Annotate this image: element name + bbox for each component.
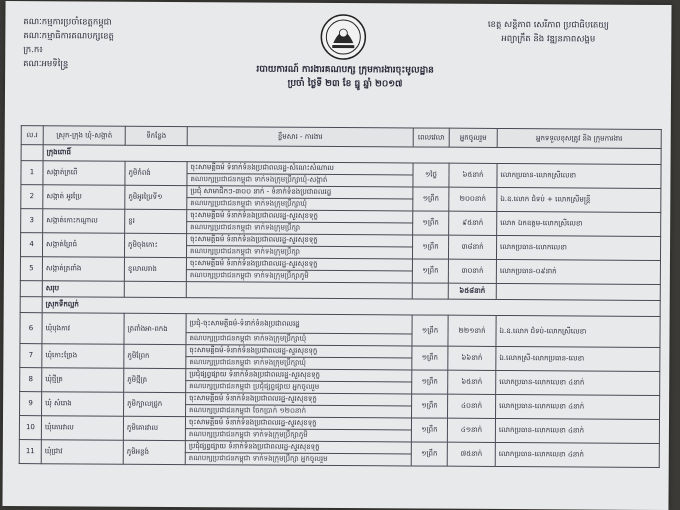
row-time: ១ព្រឹក [412, 370, 448, 394]
row-place: ភូមិអូរប្រៃទី១ [125, 185, 187, 209]
row-responsible: លោកប្រធាន-០៩នាក់ [496, 259, 660, 284]
row-name: ឃុំគោរវាល [41, 416, 123, 441]
row-name: ឃុំបុងកាវ [42, 313, 124, 345]
report-table [19, 125, 662, 468]
row-content: ចុះសាមគ្គីធម៌ ទំនាក់ទំនងប្រជាពលរដ្ឋ-សួរសុខទុក្ខ [186, 258, 412, 271]
row-people: ២០០នាក់ [449, 187, 497, 211]
row-no: 6 [20, 313, 42, 344]
row-content-2: គណបក្សប្រជាជនកម្ពុជា ទាក់ទងក្រុមប្រឹក្សាភូមិ [185, 429, 411, 442]
document-page [2, 1, 671, 510]
row-name: ឃុំកោះច្រែង [42, 344, 124, 369]
row-content: ចុះសាមគ្គីធម៌ ទំនាក់ទំនងប្រជាពលរដ្ឋ-សួរសុខទុក្ខ [186, 393, 412, 406]
row-time: ១ព្រឹក [412, 394, 448, 418]
row-no: 11 [19, 440, 41, 464]
row-responsible: ឯ.ឧ.លោក ជំទប់-លោកស្រីលេខា [496, 315, 660, 347]
row-content-2: គណបក្សប្រជាជនកម្ពុជា ចែកប្រាក់ ១២០នាក់ [186, 405, 412, 418]
row-content-2: គណបក្សប្រជាជនកម្ពុជា ទាក់ទងក្រុមប្រឹក្សាភូមិ [186, 270, 412, 283]
row-place: ភូមិអន្លង់ [123, 440, 185, 464]
row-place: ខូលាលរាង [124, 257, 186, 281]
row-responsible: ឯ.លោកស្រី-លោកប្រធាន-លេខា [496, 346, 660, 371]
col-header-place: ទីកន្លែង [125, 126, 187, 145]
row-no: 4 [20, 233, 42, 257]
col-header-content: ខ្លឹមសារ - ការងារ [187, 127, 413, 147]
row-people: ៧៥នាក់ [447, 442, 495, 466]
row-people: ៤១នាក់ [447, 418, 495, 442]
row-responsible: លោកប្រធាន-លោកស្រីលេខា [497, 163, 661, 188]
row-content-2: គណបក្សប្រជាជនកម្ពុជា ទាក់ទងក្រុមប្រឹក្សា [187, 222, 413, 235]
row-content: ចុះសាមគ្គីធម៌ ទំនាក់ទំនងប្រជាពលរដ្ឋ-សួរសុខទុក្ខ [187, 234, 413, 247]
row-time: ១ព្រឹក [412, 259, 448, 283]
row-place: ភូមិថ្មីត្រ [124, 368, 186, 392]
row-people: ៦៦នាក់ [448, 346, 496, 370]
header-left-line4: គណៈអមទិន្ទ្រៃ [23, 59, 69, 70]
row-responsible: លោក ឯកឧត្តម-លោកស្រីលេខា [497, 211, 661, 236]
row-name: សង្កាត់ អូរប្រៃ [43, 185, 125, 210]
row-content-2: គណបក្សប្រជាជនកម្ពុជា ទាក់ទងក្រុមប្រឹក្សាឃុំ [187, 198, 413, 211]
row-name: សង្កាត់កោះកណ្ដាល [43, 209, 125, 234]
header-left-line2: គណៈកម្មាធិការគណបក្សខេត្ត [23, 31, 114, 42]
row-place: ភូមិកំពង់ [125, 161, 187, 185]
row-place: ភូមិគោរវាល [123, 416, 185, 440]
row-content: ប្រជុំ សាមាជិកៗ-៣០០ នាក់ - ទំនាក់ទំនងប្រជាពលរដ្ឋ [187, 186, 413, 199]
row-time: ១ព្រឹក [412, 346, 448, 370]
row-content-2: គណបក្សប្រជាជនកម្ពុជា ទាក់ទងក្រុមប្រឹក្សាឃុំ-សង្កាត់ [187, 174, 413, 187]
row-content-2: គណបក្សប្រជាជនកម្ពុជា ទាក់ទងក្រុមប្រឹក្សាឃុំ [186, 357, 412, 370]
row-people: ២២១នាក់ [448, 315, 496, 346]
row-time: ១ថ្ងៃ [413, 163, 449, 187]
row-time: ១ព្រឹក [413, 187, 449, 211]
row-name: សង្កាត់ក្រពើ [43, 161, 125, 186]
row-no: 9 [20, 392, 42, 416]
col-header-no: ល.រ [21, 126, 43, 145]
subtotal-label: សរុប [42, 281, 124, 298]
row-content: ប្រជុំផ្សព្វផ្សាយ ទំនាក់ទំនងប្រជាពលរដ្ឋ-សួរសុខទុក្ខ [185, 441, 411, 454]
header-left-line3: ក្រ.ក៖ [23, 45, 44, 56]
row-name: សង្កាត់ព្រៃធំ [42, 233, 124, 258]
row-content: ប្រជុំ-ចុះសាមគ្គីធម៌-ទំនាក់ទំនងប្រជាពលរដ្ឋ [186, 314, 412, 334]
row-time: ១ព្រឹក [412, 315, 448, 346]
row-content: ចុះសាមគ្គីធម៌ ទំនាក់ទំនងប្រជាពលរដ្ឋ-សួរសុខទុក្ខ [185, 417, 411, 430]
row-people: ៣០នាក់ [448, 259, 496, 283]
row-content: ចុះសាមគ្គីធម៌ ទំនាក់ទំនងប្រជាពលរដ្ឋ-សំណេះសំណាល [187, 162, 413, 175]
header-right-line2: អព្យាក្រឹត និង វឌ្ឍនភាពសង្គម [501, 34, 596, 45]
row-no: 10 [19, 416, 41, 440]
row-no: 8 [20, 368, 42, 392]
row-place: ភូមិក្បាលជ្រូក [124, 392, 186, 416]
header-left-line1: គណៈកម្មការប្រចាំខេត្តកម្ពុជា [23, 17, 112, 28]
title-line1: របាយការណ៍ ការងារគណបក្ស ក្រុមការងារចុះមូលដ្ឋាន [256, 64, 434, 76]
row-people: ៦៥នាក់ [448, 370, 496, 394]
row-content: ចុះសាមគ្គីធម៌-ទំនាក់ទំនងប្រជាពលរដ្ឋ-សួរសុខទុក្ខ [186, 345, 412, 358]
row-no: 3 [21, 209, 43, 233]
row-no: 7 [20, 344, 42, 368]
row-people: ៣៨នាក់ [448, 235, 496, 259]
row-place: ភូមិចុងកោះ [124, 233, 186, 257]
row-time: ១ព្រឹក [413, 211, 449, 235]
row-content: ចុះសាមគ្គីធម៌ ទំនាក់ទំនងប្រជាពលរដ្ឋ-សួរសុខទុក្ខ [187, 210, 413, 223]
row-responsible: លោកប្រធាន-លោកលេខា ៤នាក់ [495, 418, 659, 443]
row-people: ៤០នាក់ [448, 394, 496, 418]
header-right [443, 18, 653, 47]
row-content-2: គណបក្សប្រជាជនកម្ពុជា ទាក់ទងក្រុមប្រឹក្សាឃុំ [186, 333, 412, 346]
row-responsible: លោកប្រធាន-លោកលេខា [496, 235, 660, 260]
row-responsible: លោកប្រធាន-លោកលេខា ៤នាក់ [496, 394, 660, 419]
col-header-location: ស្រុក-ក្រុង ឃុំ-សង្កាត់ [43, 126, 125, 146]
party-emblem-logo [319, 13, 367, 61]
row-people: ៩៥នាក់ [449, 211, 497, 235]
row-name: សង្កាត់ត្រពាំង [42, 257, 124, 282]
row-no: 5 [20, 257, 42, 281]
subtotal-value: ៦៥៨នាក់ [448, 283, 496, 299]
table-row [20, 313, 660, 336]
row-content-2: គណបក្សប្រជាជនកម្ពុជា ទាក់ទងក្រុមប្រឹក្សា អ្នកចូលរួម [185, 453, 411, 466]
row-place: ភូមិព្រែក [124, 344, 186, 368]
document-title [155, 62, 535, 92]
row-place: ខ្ចរ [125, 209, 187, 233]
section-title: ស្រុកទឹកល្អក់ [42, 297, 660, 317]
row-content-2: គណបក្សប្រជាជនកម្ពុជា ទាក់ទងក្រុមប្រឹក្សា [186, 246, 412, 259]
row-responsible: លោកប្រធាន-លោកលេខា ៤នាក់ [496, 370, 660, 395]
section-title: ក្រុងពោធិ៍ [43, 145, 661, 165]
row-time: ១ព្រឹក [411, 442, 447, 466]
col-header-participants: អ្នកចូលរួម [449, 128, 497, 147]
row-people: ៦៥នាក់ [449, 163, 497, 187]
row-content-2: គណបក្សប្រជាជនកម្ពុជា ប្រជុំផ្សព្វផ្សាយ អ្នកចូលរួម [186, 381, 412, 394]
title-line2: ប្រចាំ ថ្ងៃទី ២៣ ខែ ធ្នូ ឆ្នាំ ២០១៧ [287, 78, 403, 90]
header-right-line1: ខេត្ត សន្តិភាព សេរីភាព ប្រជាធិបតេយ្យ [487, 19, 609, 31]
row-name: ឃុំ សំរោង [42, 392, 124, 417]
row-content: ប្រជុំផ្សព្វផ្សាយ ទំនាក់ទំនងប្រជាពលរដ្ឋ-សួរសុខទុក្ខ [186, 369, 412, 382]
row-place: ត្រពាំងអា-ពកង [124, 313, 186, 344]
row-name: ឃុំថ្មីត្រ [42, 368, 124, 393]
col-header-time: ពេលវេលា [413, 128, 449, 147]
row-no: 2 [21, 185, 43, 209]
row-time: ១ព្រឹក [412, 235, 448, 259]
row-responsible: លោកប្រធាន-លោកលេខា ៤នាក់ [495, 442, 659, 467]
row-name: ឃុំជ្រាវ [41, 440, 123, 465]
row-no: 1 [21, 161, 43, 185]
row-responsible: ឯ.ឧ.លោក ជំទប់ + លោកស្រីមន្ត្រី [497, 187, 661, 212]
col-header-responsible: អ្នកទទួលខុសត្រូវ និង ក្រុមការងារ [497, 128, 661, 148]
row-time: ១ព្រឹក [411, 418, 447, 442]
